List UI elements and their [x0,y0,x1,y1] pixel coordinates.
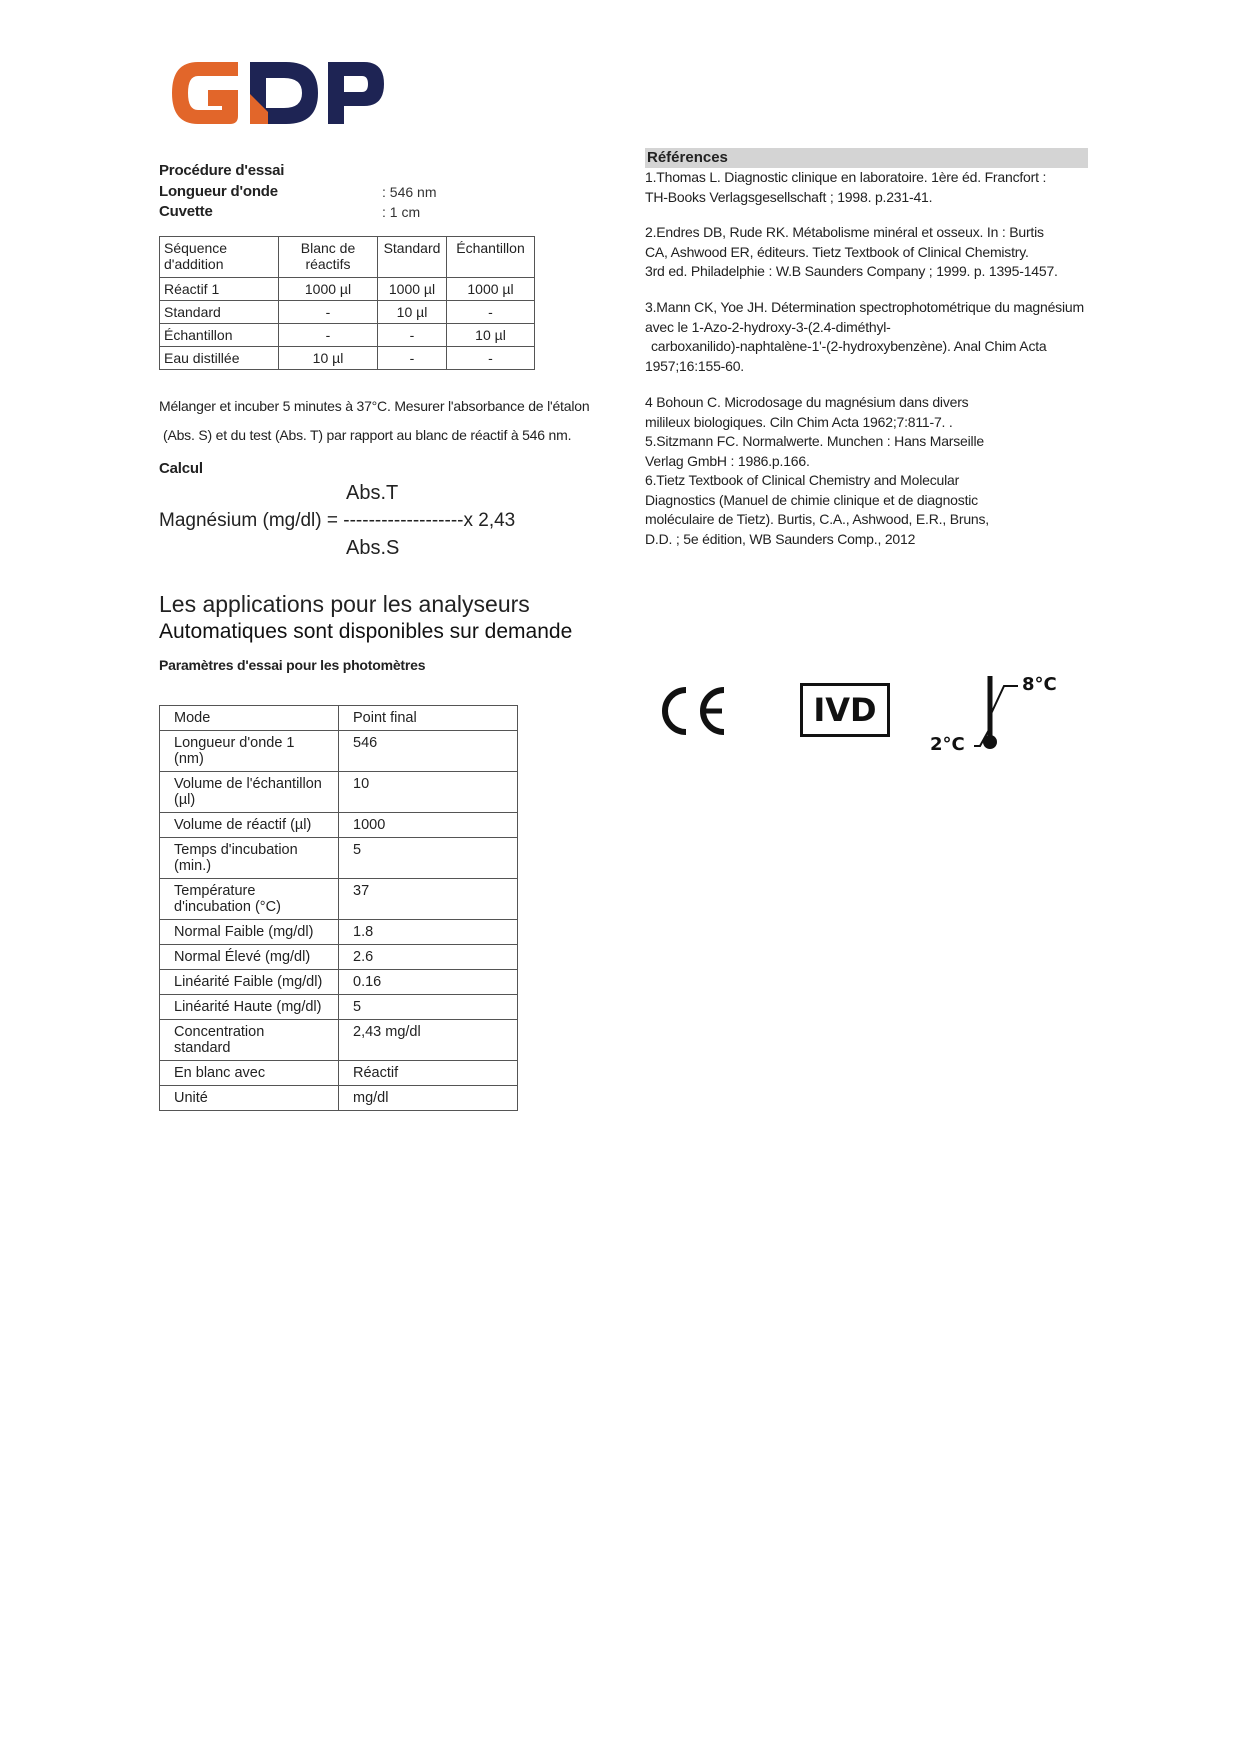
reference-line: 1957;16:155-60. [645,357,744,374]
calcul-title: Calcul [159,460,203,477]
param-name-cell: Unité [160,1086,339,1111]
instructions-line-2: (Abs. S) et du test (Abs. T) par rapport au blanc de réactif à 546 nm. [163,427,572,443]
applications-subheading: Automatiques sont disponibles sur demande [159,620,573,643]
thermometer-icon [930,672,1060,755]
header-cell: Standard [378,237,447,278]
param-name-cell: Volume de réactif (µl) [160,813,339,838]
formula-main: Magnésium (mg/dl) = -------------------x 2,43 [159,510,516,531]
reference-line: 3.Mann CK, Yoe JH. Détermination spectrophotométrique du magnésium [645,299,1084,315]
temp-high-label: 8°C [1022,674,1057,695]
reference-line: TH-Books Verlagsgesellschaft ; 1998. p.231-41. [645,188,933,205]
instructions-line-1: Mélanger et incuber 5 minutes à 37°C. Mesurer l'absorbance de l'étalon [159,398,590,414]
param-name-cell: Concentration standard [160,1020,339,1061]
gdp-logo [168,54,388,132]
reference-line: milileux biologiques. Ciln Chim Acta 1962;7:811-7. . [645,413,953,430]
table-cell: 1000 µl [447,278,535,301]
reference-2 [645,223,1090,282]
table-cell: - [378,324,447,347]
table-row [160,1086,518,1111]
param-value-cell: mg/dl [339,1086,518,1111]
table-cell: Échantillon [160,324,279,347]
reference-line: CA, Ashwood ER, éditeurs. Tietz Textbook of Clinical Chemistry. [645,243,1029,260]
cuvette-label: Cuvette [159,203,213,220]
table-cell: 10 µl [279,347,378,370]
applications-heading: Les applications pour les analyseurs [159,591,530,617]
table-row [160,813,518,838]
param-value-cell: 546 [339,731,518,772]
wavelength-label: Longueur d'onde [159,183,278,200]
table-row [160,347,535,370]
parameters-table [159,705,518,1111]
reference-1 [645,168,1090,207]
reference-line: 6.Tietz Textbook of Clinical Chemistry and Molecular [645,472,960,488]
reference-line: 5.Sitzmann FC. Normalwerte. Munchen : Hans Marseille [645,433,984,449]
table-cell: Réactif 1 [160,278,279,301]
param-name-cell: Longueur d'onde 1 (nm) [160,731,339,772]
reference-line: 3rd ed. Philadelphie : W.B Saunders Company ; 1999. p. 1395-1457. [645,263,1058,279]
table-cell: Standard [160,301,279,324]
reference-line: Verlag GmbH : 1986.p.166. [645,452,810,469]
procedure-title: Procédure d'essai [159,162,285,179]
header-cell: Séquence d'addition [160,237,279,278]
table-cell: - [279,324,378,347]
table-cell: Eau distillée [160,347,279,370]
param-value-cell: 5 [339,838,518,879]
sequence-table [159,236,535,370]
param-name-cell: Normal Faible (mg/dl) [160,920,339,945]
table-row [160,278,535,301]
cuvette-value: : 1 cm [382,204,421,220]
param-name-cell: Normal Élevé (mg/dl) [160,945,339,970]
table-header-row [160,237,535,278]
reference-line: Diagnostics (Manuel de chimie clinique et de diagnostic [645,491,978,508]
reference-3 [645,298,1090,376]
table-row [160,920,518,945]
table-row [160,1020,518,1061]
param-name-cell: Mode [160,706,339,731]
param-value-cell: 37 [339,879,518,920]
table-row [160,772,518,813]
reference-line: D.D. ; 5e édition, WB Saunders Comp., 2012 [645,530,916,547]
wavelength-value: : 546 nm [382,184,437,200]
table-row [160,1061,518,1086]
param-value-cell: 1000 [339,813,518,838]
table-cell: - [447,301,535,324]
table-row [160,945,518,970]
param-value-cell: 2,43 mg/dl [339,1020,518,1061]
table-row [160,731,518,772]
param-name-cell: Linéarité Haute (mg/dl) [160,995,339,1020]
ce-mark-icon [656,684,726,738]
header-cell: Blanc de réactifs [279,237,378,278]
param-name-cell: En blanc avec [160,1061,339,1086]
table-row [160,301,535,324]
reference-line: avec le 1-Azo-2-hydroxy-3-(2.4-diméthyl- [645,318,891,335]
param-value-cell: Point final [339,706,518,731]
table-row [160,970,518,995]
table-cell: - [378,347,447,370]
ivd-icon: IVD [800,683,890,737]
header-cell: Échantillon [447,237,535,278]
table-row [160,995,518,1020]
param-name-cell: Temps d'incubation (min.) [160,838,339,879]
param-name-cell: Volume de l'échantillon (µl) [160,772,339,813]
reference-line: carboxanilido)-naphtalène-1'-(2-hydroxybenzène). Anal Chim Acta [651,338,1047,354]
table-row [160,706,518,731]
params-title: Paramètres d'essai pour les photomètres [159,657,426,673]
table-row [160,838,518,879]
table-cell: 10 µl [447,324,535,347]
table-cell: - [279,301,378,324]
table-cell: 1000 µl [378,278,447,301]
param-value-cell: Réactif [339,1061,518,1086]
table-cell: 10 µl [378,301,447,324]
reference-4-6 [645,393,1090,549]
table-row [160,879,518,920]
table-row [160,324,535,347]
formula-denominator: Abs.S [346,537,400,559]
formula-numerator: Abs.T [346,482,399,504]
param-value-cell: 1.8 [339,920,518,945]
references-title: Références [645,148,1088,168]
param-name-cell: Linéarité Faible (mg/dl) [160,970,339,995]
param-value-cell: 0.16 [339,970,518,995]
param-value-cell: 5 [339,995,518,1020]
temp-low-label: 2°C [930,734,965,755]
param-value-cell: 2.6 [339,945,518,970]
reference-line: 4 Bohoun C. Microdosage du magnésium dans divers [645,394,969,410]
param-name-cell: Température d'incubation (°C) [160,879,339,920]
table-cell: - [447,347,535,370]
param-value-cell: 10 [339,772,518,813]
reference-line: 2.Endres DB, Rude RK. Métabolisme minéral et osseux. In : Burtis [645,224,1044,240]
reference-line: 1.Thomas L. Diagnostic clinique en laboratoire. 1ère éd. Francfort : [645,169,1047,185]
reference-line: moléculaire de Tietz). Burtis, C.A., Ashwood, E.R., Bruns, [645,511,989,527]
table-cell: 1000 µl [279,278,378,301]
